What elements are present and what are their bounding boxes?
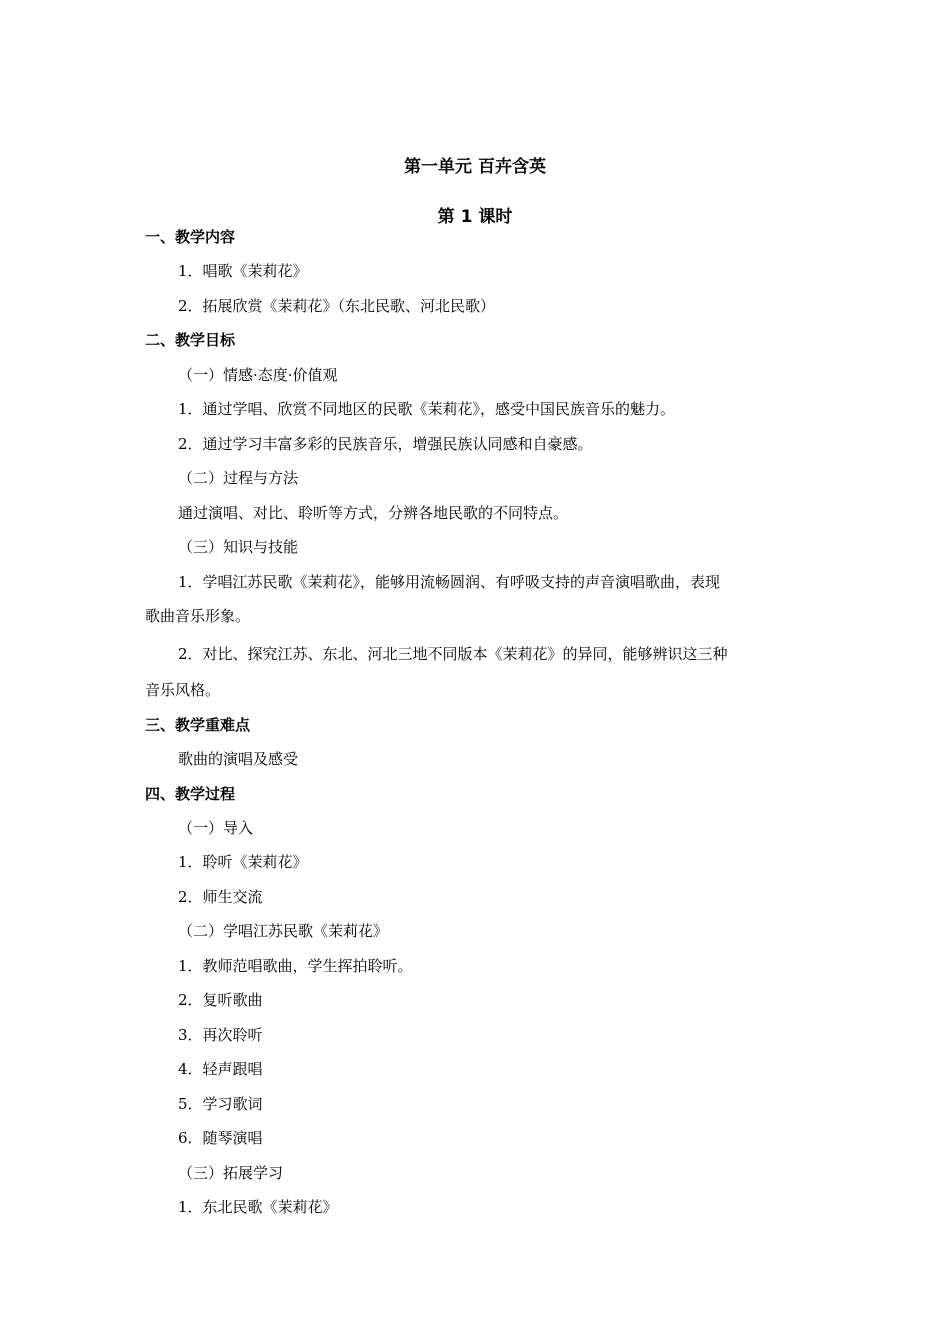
section-heading-keypoints: 三、教学重难点 bbox=[145, 716, 251, 734]
list-item: 1．通过学唱、欣赏不同地区的民歌《茉莉花》，感受中国民族音乐的魅力。 bbox=[178, 400, 676, 418]
list-item: 2．师生交流 bbox=[178, 888, 263, 906]
list-item: 2．通过学习丰富多彩的民族音乐，增强民族认同感和自豪感。 bbox=[178, 435, 593, 453]
subsection-heading: （二）学唱江苏民歌《茉莉花》 bbox=[178, 922, 389, 940]
list-item: 1．教师范唱歌曲，学生挥拍聆听。 bbox=[178, 957, 413, 975]
list-item: 6．随琴演唱 bbox=[178, 1129, 263, 1147]
list-item: 4．轻声跟唱 bbox=[178, 1060, 263, 1078]
list-item: 1．东北民歌《茉莉花》 bbox=[178, 1198, 338, 1216]
list-item: 2．复听歌曲 bbox=[178, 991, 263, 1009]
section-heading-content: 一、教学内容 bbox=[145, 228, 236, 246]
subsection-heading: （三）知识与技能 bbox=[178, 538, 299, 556]
list-item-continuation: 音乐风格。 bbox=[145, 681, 221, 699]
subsection-heading: （三）拓展学习 bbox=[178, 1164, 284, 1182]
document-subtitle: 第 1 课时 bbox=[437, 207, 513, 227]
paragraph: 歌曲的演唱及感受 bbox=[178, 750, 299, 768]
subsection-heading: （一）情感·态度·价值观 bbox=[178, 366, 338, 384]
subsection-heading: （一）导入 bbox=[178, 819, 254, 837]
list-item: 1．学唱江苏民歌《茉莉花》，能够用流畅圆润、有呼吸支持的声音演唱歌曲，表现 bbox=[178, 573, 721, 591]
document-title: 第一单元 百卉含英 bbox=[404, 157, 546, 177]
list-item: 1．唱歌《茉莉花》 bbox=[178, 262, 308, 280]
list-item-continuation: 歌曲音乐形象。 bbox=[145, 607, 251, 625]
list-item: 2．拓展欣赏《茉莉花》（东北民歌、河北民歌） bbox=[178, 297, 496, 315]
paragraph: 通过演唱、对比、聆听等方式，分辨各地民歌的不同特点。 bbox=[178, 504, 569, 522]
subsection-heading: （二）过程与方法 bbox=[178, 469, 299, 487]
list-item: 2．对比、探究江苏、东北、河北三地不同版本《茉莉花》的异同，能够辨识这三种 bbox=[178, 645, 728, 663]
list-item: 5．学习歌词 bbox=[178, 1095, 263, 1113]
section-heading-process: 四、教学过程 bbox=[145, 785, 236, 803]
list-item: 1．聆听《茉莉花》 bbox=[178, 853, 308, 871]
section-heading-goals: 二、教学目标 bbox=[145, 331, 236, 349]
list-item: 3．再次聆听 bbox=[178, 1026, 263, 1044]
